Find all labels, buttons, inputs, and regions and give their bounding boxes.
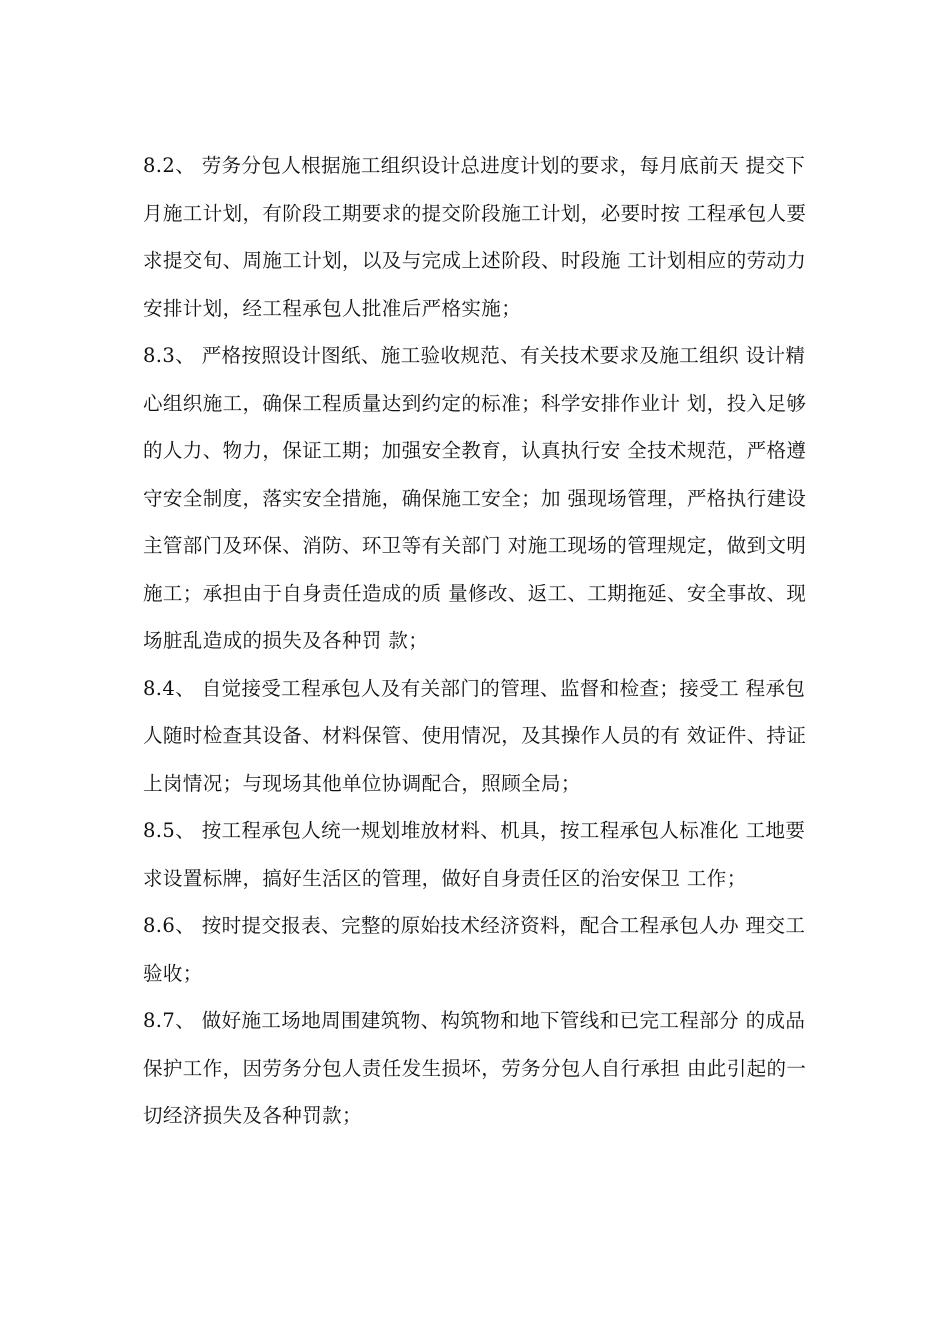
text-line: 人随时检查其设备、材料保管、使用情况，及其操作人员的有 效证件、持证 [143, 724, 807, 747]
text-line: 求设置标牌，搞好生活区的管理，做好自身责任区的治安保卫 工作； [143, 866, 747, 890]
text-line: 守安全制度，落实安全措施，确保施工安全；加 强现场管理，严格执行建设 [143, 486, 807, 510]
text-line: 验收； [143, 961, 203, 985]
text-line: 心组织施工，确保工程质量达到约定的标准；科学安排作业计 划，投入足够 [143, 391, 807, 415]
text-line: 8.5、 按工程承包人统一规划堆放材料、机具，按工程承包人标准化 工地要 [143, 819, 806, 842]
text-line: 的人力、物力，保证工期；加强安全教育，认真执行安 全技术规范，严格遵 [143, 439, 807, 462]
text-line: 8.2、 劳务分包人根据施工组织设计总进度计划的要求，每月底前天 提交下 [143, 154, 806, 177]
text-line: 月施工计划，有阶段工期要求的提交阶段施工计划，必要时按 工程承包人要 [143, 201, 807, 225]
text-line: 切经济损失及各种罚款； [143, 1104, 362, 1127]
text-line: 保护工作，因劳务分包人责任发生损坏，劳务分包人自行承担 由此引起的一 [143, 1056, 807, 1080]
text-line: 施工；承担由于自身责任造成的质 量修改、返工、工期拖延、安全事故、现 [143, 581, 807, 605]
text-line: 8.6、 按时提交报表、完整的原始技术经济资料，配合工程承包人办 理交工 [143, 914, 806, 937]
document-body [143, 150, 833, 1148]
text-line: 8.7、 做好施工场地周围建筑物、构筑物和地下管线和已完工程部分 的成品 [143, 1009, 806, 1032]
text-line: 求提交旬、周施工计划，以及与完成上述阶段、时段施 工计划相应的劳动力 [143, 249, 807, 272]
text-line: 上岗情况；与现场其他单位协调配合，照顾全局； [143, 771, 581, 795]
text-line: 主管部门及环保、消防、环卫等有关部门 对施工现场的管理规定，做到文明 [143, 534, 807, 557]
text-line: 场脏乱造成的损失及各种罚 款； [143, 629, 429, 652]
text-line: 8.4、 自觉接受工程承包人及有关部门的管理、监督和检查；接受工 程承包 [143, 676, 806, 700]
text-line: 8.3、 严格按照设计图纸、施工验收规范、有关技术要求及施工组织 设计精 [143, 344, 806, 367]
text-line: 安排计划，经工程承包人批准后严格实施； [143, 296, 522, 320]
